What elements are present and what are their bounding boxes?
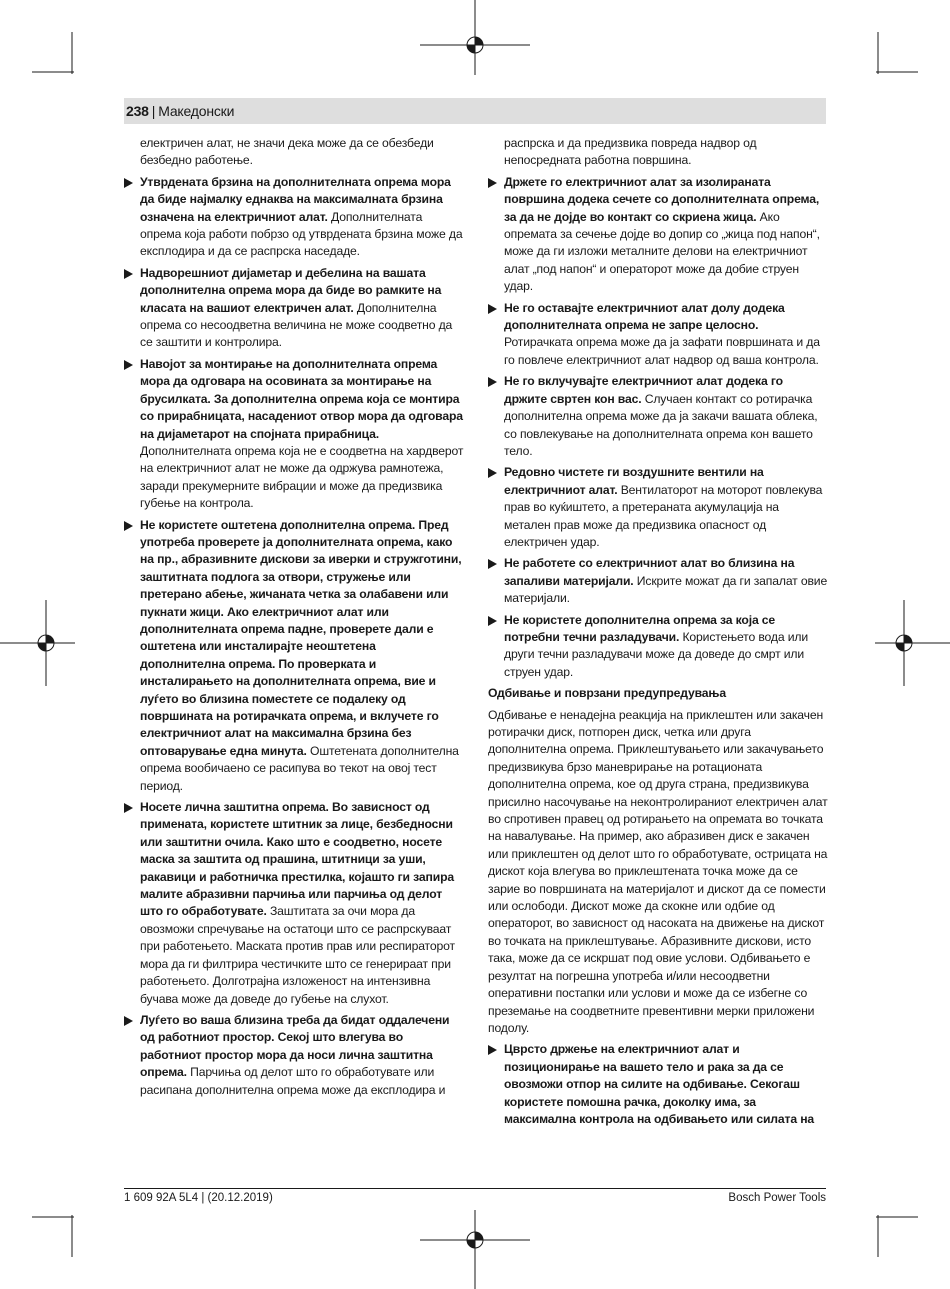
bullet-triangle-icon: [488, 616, 497, 626]
bullet-triangle-icon: [124, 803, 133, 813]
left-intro: електричен алат, не значи дека може да се обезбеди безбедно работење.: [140, 136, 434, 168]
item-bold: Навојот за монтирање на дополнителната опрема мора да одговара на осовината за монтирање на брусилката. За дополнителна опрема која се монтира со прирабницата, насадениот отвор мора да одговара на дијаметарот на спојната прирабница.: [140, 356, 463, 441]
item-bold: Носете лична заштитна опрема. Во зависност од примената, користете штитник за лице, безбедносни или заштитни очила. Како што е соодветно, носете маска за заштита од прашина, штитници за уши, ракавици и работничка престилка, којашто ги запира малите абразивни парчиња или парчиња од делот што го обработувате.: [140, 800, 454, 919]
right-item-5: [488, 612, 828, 682]
item-text: Искрите можат да ги запалат овие материјали.: [504, 573, 828, 606]
item-bold: Надворешниот дијаметар и дебелина на вашата дополнителна опрема мора да биде во рамките на класата на вашиот електричен алат.: [140, 265, 442, 315]
right-item-2: [488, 373, 828, 460]
right-item-3: [488, 464, 828, 551]
footer-brand: Bosch Power Tools: [728, 1192, 826, 1204]
item-bold: Луѓето во ваша близина треба да бидат оддалечени од работниот простор. Секој што влегува во работниот простор мора да носи лична заштитна опрема.: [140, 1012, 450, 1080]
item-bold: Не користете оштетена дополнителна опрема. Пред употреба проверете ја дополнителната опрема, како на пр., абразивните дискови за иверки и стружготини, заштитната подлога за отвори, стружење или претерано абење, жичаната четка за олабавени или пукнати жици. Ако електричниот алат или дополнителната опрема падне, проверете дали е оштетена или инсталирајте неоштетена дополнителна опрема. По проверката и инсталирањето на дополнителната опрема, вие и луѓето во близина поместете се подалеку од површината на ротирачката опрема, и вклучете го електричниот алат на максимална брзина без оптоварување една минута.: [140, 517, 462, 758]
bullet-triangle-icon: [124, 269, 133, 279]
right-item-last: [488, 1041, 828, 1128]
item-bold: Утврдената брзина на дополнителната опрема мора да биде најмалку еднаква на максималната брзина означена на електричниот алат.: [140, 174, 451, 224]
header-language: Македонски: [158, 103, 235, 119]
page-header: [124, 98, 826, 124]
section-heading: Одбивање и поврзани предупредувања: [488, 686, 726, 701]
item-text: Користењето вода или други течни разладувачи може да доведе до смрт или струен удар.: [504, 629, 808, 679]
bullet-triangle-icon: [488, 377, 497, 387]
left-item-2: [124, 356, 464, 513]
header-separator: |: [151, 103, 156, 119]
item-bold: Држете го електричниот алат за изолираната површина додека сечете со дополнителната опрема, за да не дојде во контакт со скриена жица.: [504, 174, 820, 224]
item-text: Дополнителната опрема која не е соодветна на хардверот на електричниот алат не може да одржува рамнотежа, заради прекумерните вибрации и може да предизвика губење на контрола.: [140, 443, 464, 511]
item-bold: Не работете со електричниот алат во близина на запаливи материјали.: [504, 556, 795, 588]
item-text: Оштетената дополнителна опрема вообичаено се расипува во текот на овој тест период.: [140, 743, 459, 793]
item-text: Дополнителна опрема со несоодветна величина не може соодветно да се заштити и контролира.: [140, 300, 453, 350]
bullet-triangle-icon: [124, 1016, 133, 1026]
page-number: 238: [126, 103, 149, 119]
left-item-0: [124, 174, 464, 261]
footer-doc-code: 1 609 92A 5L4 | (20.12.2019): [124, 1192, 273, 1204]
left-item-5: [124, 1012, 464, 1099]
item-bold: Редовно чистете ги воздушните вентили на електричниот алат.: [504, 465, 764, 497]
item-text: Заштитата за очи мора да овозможи спречување на остатоци што се распрскуваат при работењето. Маската против прав или респираторот мора да ги филтрира честичките што се генерираат при работењето. Долготрајна изложеност на интензивна бучава може да доведе до губење на слухот.: [140, 904, 455, 1006]
right-intro: распрска и да предизвика повреда надвор од непосредната работна површина.: [504, 136, 757, 168]
bullet-triangle-icon: [488, 468, 497, 478]
page-footer: [124, 1188, 826, 1204]
bullet-triangle-icon: [488, 559, 497, 569]
bullet-triangle-icon: [488, 178, 497, 188]
bullet-triangle-icon: [124, 521, 133, 531]
right-column: [488, 135, 828, 1132]
item-text: Парчиња од делот што го обработувате или расипана дополнителна опрема може да експлодира и: [140, 1065, 446, 1097]
right-item-0: [488, 174, 828, 296]
item-bold: Не користете дополнителна опрема за која се потребни течни разладувачи.: [504, 612, 776, 644]
item-text: Случаен контакт со ротирачка дополнителна опрема може да ја закачи вашата облека, со повлекување на дополнителната опрема кон вашето тело.: [504, 391, 818, 458]
bullet-triangle-icon: [488, 304, 497, 314]
item-text: Ротирачката опрема може да ја зафати површината и да го повлече електричниот алат надвор од ваша контрола.: [504, 335, 820, 367]
item-bold: Не го вклучувајте електричниот алат додека го држите свртен кон вас.: [504, 374, 783, 406]
left-item-1: [124, 265, 464, 352]
left-item-3: [124, 517, 464, 796]
section-body: Одбивање е ненадејна реакција на приклештен или закачен ротирачки диск, потпорен диск, четка или друга дополнителна опрема. Приклештувањето или закачувањето предизвикува брзо маневрирање на ротационата дополнителна опрема, кое од друга страна, предизвикува присилно насочување на неконтролираниот електричен алат во спротивен правец од ротирањето на опремата во точката на навалување. На пример, ако абразивен диск е закачен или приклештен од делот што го обработувате, острицата на дискот која влегува во приклештената точка може да се зарие во површината на материјалот и дискот да се помести или ослободи. Дискот може да скокне или одбие од операторот, во зависност од насоката на движење на дискот во точката на приклештување. Абразивните дискови, исто така, може да се искршат под овие услови. Одбивањето е резултат на погрешна употреба и/или несоодветни оперативни постапки или услови и може да се избегне со преземање на соодветните превентивни мерки приложени подолу.: [488, 707, 828, 1035]
left-column: [124, 135, 464, 1103]
item-bold: Не го оставајте електричниот алат долу додека дополнителната опрема не запре целосно.: [504, 300, 785, 333]
bullet-triangle-icon: [124, 360, 133, 370]
bullet-triangle-icon: [124, 178, 133, 188]
bullet-triangle-icon: [488, 1045, 497, 1055]
left-item-4: [124, 799, 464, 1008]
item-text: Вентилаторот на моторот повлекува прав во куќиштето, а претераната акумулација на метален прав може да предизвика опасност од електричен удар.: [504, 482, 823, 549]
item-text: Ако опремата за сечење дојде во допир со „жица под напон“, може да ги изложи металните делови на електричниот алат „под напон“ и операторот може да добие струен удар.: [504, 209, 820, 294]
item-text: Дополнителната опрема која работи побрзо од утврдената брзина може да експлодира и да се распрска наседаде.: [140, 209, 463, 259]
right-item-1: [488, 300, 828, 370]
item-bold: Цврсто држење на електричниот алат и позиционирање на вашето тело и рака за да се овозможи отпор на силите на одбивање. Секогаш користете помошна рачка, доколку има, за максимална контрола на одбивањето или силата на: [504, 1042, 815, 1126]
right-item-4: [488, 555, 828, 607]
